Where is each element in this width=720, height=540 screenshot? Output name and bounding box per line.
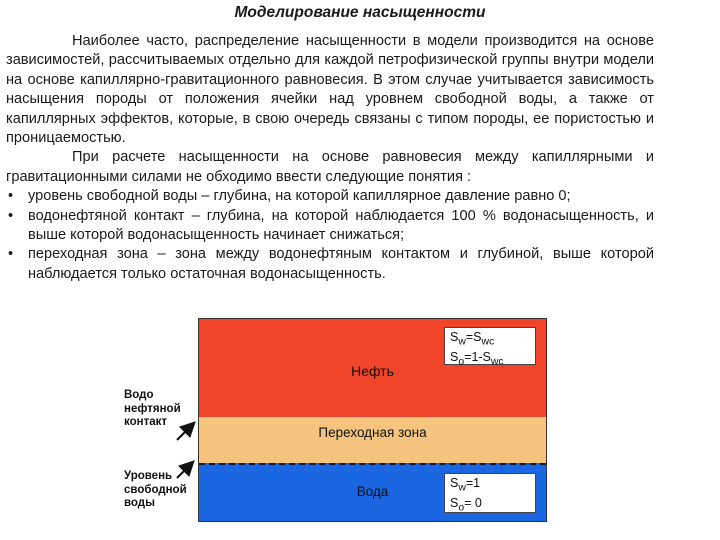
water-zone-label: Вода: [356, 484, 389, 499]
transition-zone: [199, 417, 546, 463]
list-item-owc: • водонефтяной контакт – глубина, на которой наблюдается 100 % водонасыщенность, и выше которой водонасыщенность начинает снижаться;: [6, 207, 654, 246]
free-water-level-line: [199, 463, 546, 465]
oil-sw-formula: $S_w=S_{wc}$: [450, 330, 495, 348]
paragraph-concepts: При расчете насыщенности на основе равновесия между капиллярными и гравитационными силами не обходимо ввести следующие понятия :: [6, 149, 654, 185]
fwl-side-label: Уровень свободной воды: [124, 470, 187, 509]
transition-zone-label: Переходная зона: [318, 425, 427, 440]
saturation-diagram: [198, 318, 547, 522]
list-item-fwl: • уровень свободной воды – глубина, на которой капиллярное давление равно 0;: [6, 187, 654, 206]
oil-so-formula: $S_o=1-S_{wc}$: [450, 349, 504, 367]
page-title: Моделирование насыщенности: [234, 4, 486, 21]
body-text: [6, 32, 654, 284]
water-so-formula: $S_o= 0$: [450, 495, 482, 513]
oil-saturation-box: [444, 327, 536, 365]
water-saturation-box: [444, 473, 536, 513]
owc-side-label: Водо нефтяной контакт: [124, 389, 181, 428]
oil-zone-label: Нефть: [351, 363, 394, 379]
definitions-list: [6, 187, 654, 284]
paragraph-intro: Наиболее часто, распределение насыщенности в модели производится на основе зависимостей, рассчитываемых отдельно для каждой петрофизической группы внутри модели на основе капиллярно-гравитационного равновесия. В этом случае учитывается зависимость насыщения породы от положения ячейки над уровнем свободной воды, а также от капиллярных эффектов, которые, в свою очередь связаны с типом породы, ее пористостью и проницаемостью.: [6, 33, 654, 147]
water-sw-formula: $S_w=1$: [450, 476, 481, 494]
list-item-transition: • переходная зона – зона между водонефтяным контактом и глубиной, выше которой наблюдается только остаточная водонасыщенность.: [6, 245, 654, 284]
